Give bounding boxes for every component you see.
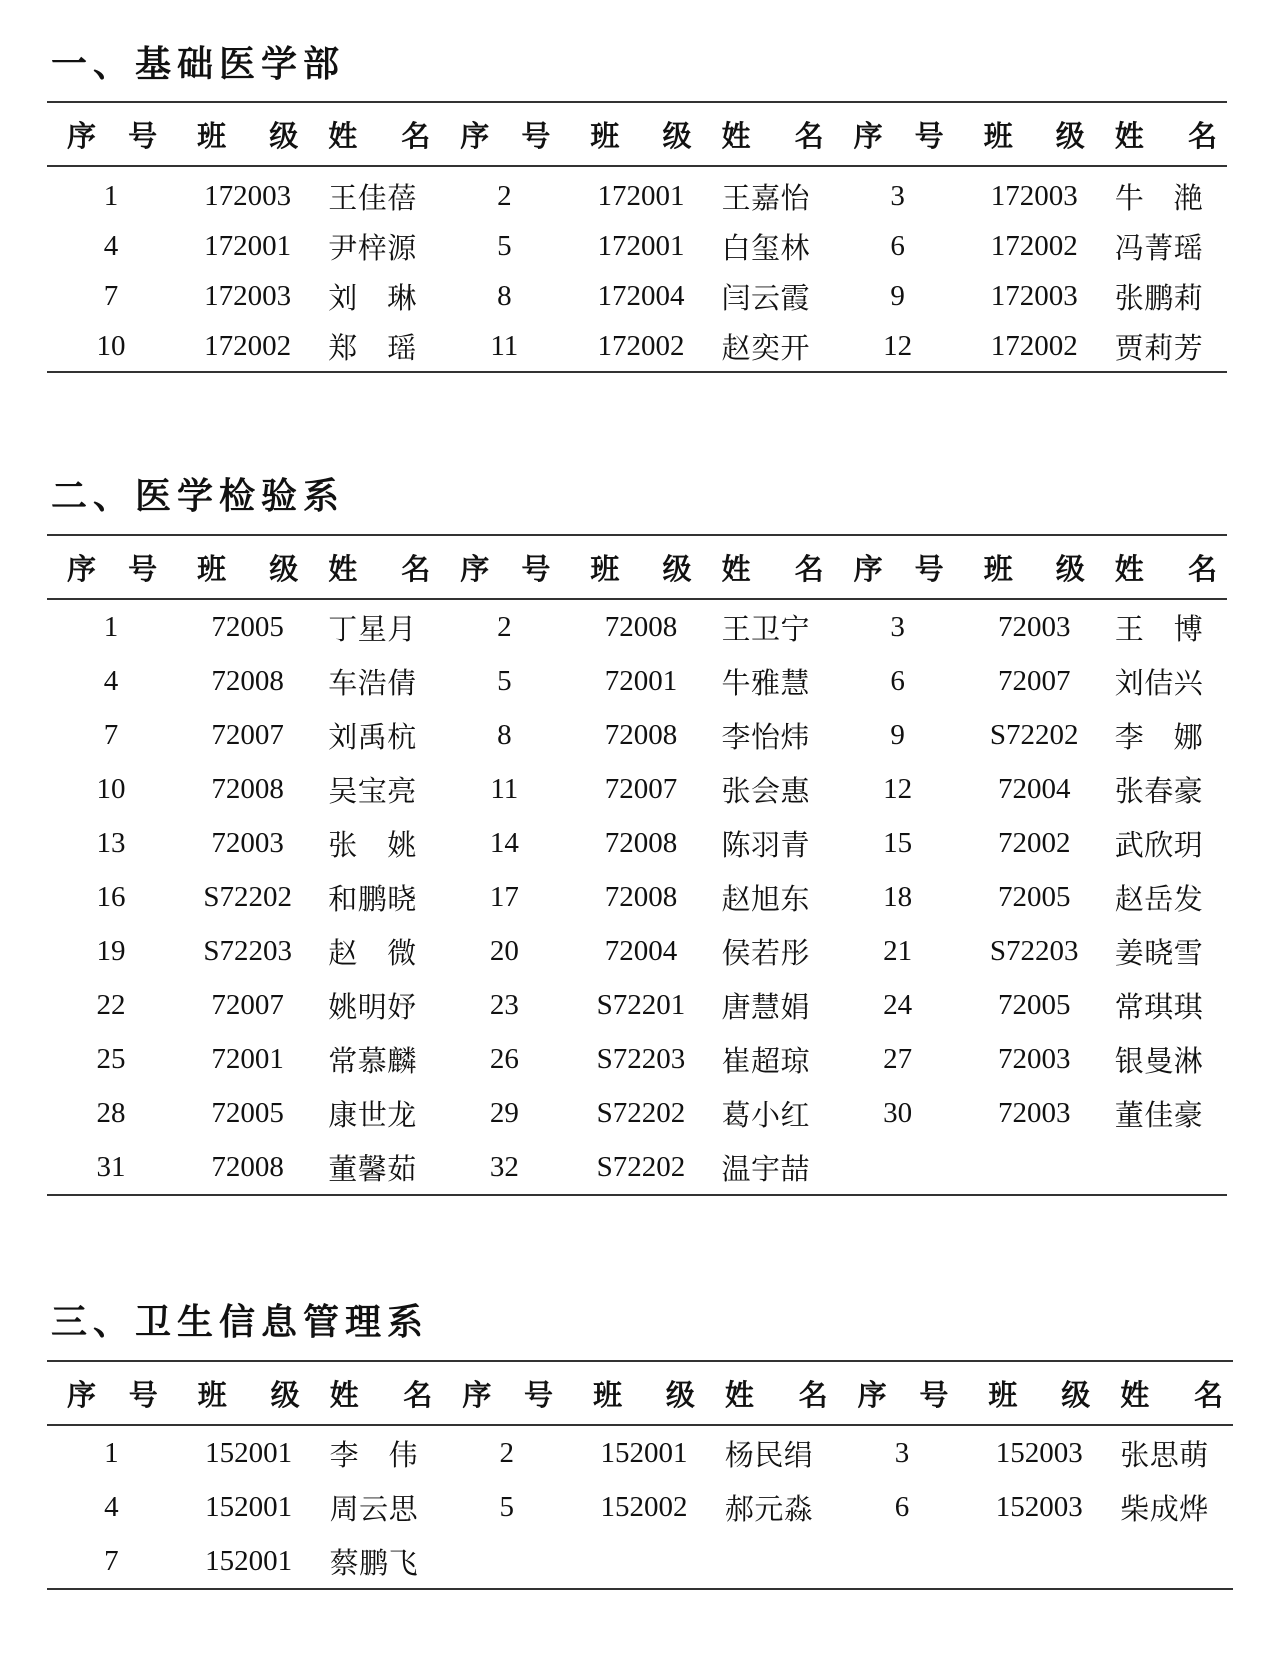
student-name: 赵旭东 xyxy=(721,883,810,916)
column-header xyxy=(1107,102,1227,166)
cell-class-id: 72008 xyxy=(604,826,678,859)
student-name: 武欣玥 xyxy=(1114,829,1203,862)
column-header-label: 姓 名 xyxy=(721,553,824,586)
cell-seq-number: 1 xyxy=(104,1436,119,1469)
cell-student-name xyxy=(714,870,834,924)
cell-student-name xyxy=(1107,221,1227,271)
cell-student-name xyxy=(1107,599,1227,654)
student-name: 董佳豪 xyxy=(1114,1099,1203,1132)
column-header xyxy=(47,1361,176,1425)
cell-student-name xyxy=(717,1480,838,1534)
cell-class-id: 72008 xyxy=(211,664,284,697)
student-name: 贾莉芳 xyxy=(1114,332,1203,365)
cell-seq-number: 17 xyxy=(489,880,519,913)
table-row xyxy=(47,924,1227,978)
table-row xyxy=(47,166,1227,221)
cell-seq-number: 9 xyxy=(890,279,905,312)
student-name: 陈羽青 xyxy=(721,829,810,862)
cell-student-name xyxy=(320,654,440,708)
cell-seq-number: 3 xyxy=(890,610,905,643)
cell-class-id: S72202 xyxy=(203,880,292,913)
cell-class-id: 152003 xyxy=(995,1436,1083,1469)
column-header xyxy=(714,535,834,599)
student-name: 赵 微 xyxy=(328,937,417,970)
cell-seq-number: 13 xyxy=(96,826,126,859)
column-header-label: 序 号 xyxy=(67,553,158,586)
cell-student-name xyxy=(320,924,440,978)
cell-student-name xyxy=(714,221,834,271)
column-header xyxy=(47,535,175,599)
student-name: 银曼淋 xyxy=(1114,1045,1203,1078)
cell-class-id: 152001 xyxy=(205,1544,293,1577)
cell-student-name xyxy=(1107,924,1227,978)
empty-cell xyxy=(834,1140,962,1195)
column-header-label: 姓 名 xyxy=(1120,1379,1223,1412)
cell-student-name xyxy=(717,1425,838,1480)
cell-class-id: 72007 xyxy=(997,664,1071,697)
student-name: 姚明妤 xyxy=(328,991,417,1024)
column-header xyxy=(714,102,834,166)
table-row xyxy=(47,271,1227,321)
cell-student-name xyxy=(1107,762,1227,816)
student-name: 李怡炜 xyxy=(721,721,810,754)
cell-class-id: 72008 xyxy=(604,718,678,751)
column-header xyxy=(962,102,1107,166)
cell-seq-number: 10 xyxy=(96,329,126,362)
empty-cell xyxy=(962,1140,1107,1195)
cell-seq-number: 11 xyxy=(490,329,519,362)
empty-cell xyxy=(571,1534,717,1589)
table-row xyxy=(47,1534,1233,1589)
cell-class-id: 72005 xyxy=(997,988,1071,1021)
table-row xyxy=(47,708,1227,762)
student-name: 姜晓雪 xyxy=(1114,937,1203,970)
header-row xyxy=(47,1361,1233,1425)
column-header-label: 班 级 xyxy=(197,1379,300,1412)
cell-seq-number: 18 xyxy=(883,880,913,913)
cell-student-name xyxy=(1112,1480,1233,1534)
column-header-label: 班 级 xyxy=(983,553,1085,586)
student-name: 王嘉怡 xyxy=(721,182,810,215)
cell-class-id: 72004 xyxy=(604,934,678,967)
cell-student-name xyxy=(714,1032,834,1086)
cell-seq-number: 6 xyxy=(890,664,905,697)
cell-seq-number: 24 xyxy=(883,988,913,1021)
cell-class-id: 72005 xyxy=(211,1096,284,1129)
column-header-label: 班 级 xyxy=(197,553,299,586)
table-row xyxy=(47,1140,1227,1195)
cell-seq-number: 12 xyxy=(883,772,913,805)
cell-student-name xyxy=(714,271,834,321)
cell-student-name xyxy=(1107,654,1227,708)
header-row xyxy=(47,102,1227,166)
column-header-label: 班 级 xyxy=(983,120,1085,153)
cell-student-name xyxy=(714,924,834,978)
column-header xyxy=(320,535,440,599)
cell-seq-number: 8 xyxy=(497,718,512,751)
cell-seq-number: 7 xyxy=(103,718,119,751)
student-name: 郝元淼 xyxy=(724,1493,813,1526)
column-header-label: 序 号 xyxy=(857,1379,949,1412)
cell-class-id: 72008 xyxy=(604,880,678,913)
cell-class-id: 172002 xyxy=(204,329,292,362)
cell-student-name xyxy=(714,816,834,870)
empty-cell xyxy=(442,1534,571,1589)
cell-class-id: S72203 xyxy=(989,934,1079,967)
cell-seq-number: 4 xyxy=(103,229,119,262)
table-row xyxy=(47,221,1227,271)
student-name: 周云思 xyxy=(329,1493,418,1526)
column-header xyxy=(838,1361,967,1425)
student-name: 刘 琳 xyxy=(328,282,417,315)
cell-student-name xyxy=(322,1425,443,1480)
student-name: 张鹏莉 xyxy=(1114,282,1203,315)
section-title: 三、卫生信息管理系 xyxy=(51,1302,430,1342)
column-header xyxy=(962,535,1107,599)
table-row xyxy=(47,1086,1227,1140)
student-name: 常慕麟 xyxy=(328,1045,417,1078)
student-name: 牛 滟 xyxy=(1114,182,1203,215)
cell-student-name xyxy=(714,762,834,816)
cell-student-name xyxy=(714,708,834,762)
cell-seq-number: 15 xyxy=(883,826,913,859)
cell-class-id: 172003 xyxy=(204,279,292,312)
cell-student-name xyxy=(322,1534,443,1589)
student-name: 柴成烨 xyxy=(1120,1493,1209,1526)
cell-seq-number: 16 xyxy=(96,880,126,913)
cell-class-id: S72203 xyxy=(596,1042,686,1075)
table-row xyxy=(47,1480,1233,1534)
empty-cell xyxy=(966,1534,1112,1589)
column-header xyxy=(320,102,440,166)
column-header-label: 班 级 xyxy=(197,120,299,153)
cell-student-name xyxy=(322,1480,443,1534)
column-header xyxy=(175,102,320,166)
cell-seq-number: 2 xyxy=(499,1436,514,1469)
column-header-label: 序 号 xyxy=(853,120,944,153)
student-name: 和鹏晓 xyxy=(328,883,417,916)
cell-student-name xyxy=(1112,1425,1233,1480)
table-row xyxy=(47,599,1227,654)
cell-student-name xyxy=(1107,321,1227,372)
cell-class-id: 72003 xyxy=(211,826,284,859)
student-table xyxy=(47,101,1227,373)
cell-class-id: 152002 xyxy=(600,1490,688,1523)
student-name: 王卫宁 xyxy=(721,613,810,646)
cell-seq-number: 12 xyxy=(883,329,913,362)
cell-class-id: 172003 xyxy=(990,179,1078,212)
empty-cell xyxy=(717,1534,838,1589)
cell-seq-number: 9 xyxy=(890,718,905,751)
cell-class-id: S72203 xyxy=(203,934,292,967)
cell-class-id: 72008 xyxy=(211,1150,284,1183)
cell-student-name xyxy=(714,654,834,708)
cell-seq-number: 8 xyxy=(497,279,512,312)
cell-student-name xyxy=(320,1086,440,1140)
cell-seq-number: 26 xyxy=(489,1042,519,1075)
column-header-label: 姓 名 xyxy=(724,1379,828,1412)
student-name: 李 娜 xyxy=(1114,721,1203,754)
cell-student-name xyxy=(320,870,440,924)
cell-seq-number: 23 xyxy=(489,988,519,1021)
column-header-label: 姓 名 xyxy=(1114,120,1217,153)
cell-class-id: 172002 xyxy=(990,229,1078,262)
student-name: 闫云霞 xyxy=(721,282,810,315)
student-name: 吴宝亮 xyxy=(328,775,417,808)
student-name: 蔡鹏飞 xyxy=(329,1547,418,1580)
cell-class-id: 72003 xyxy=(997,610,1071,643)
cell-student-name xyxy=(1107,1032,1227,1086)
cell-seq-number: 3 xyxy=(890,179,905,212)
cell-student-name xyxy=(714,978,834,1032)
table-row xyxy=(47,654,1227,708)
cell-class-id: 152003 xyxy=(995,1490,1083,1523)
cell-student-name xyxy=(320,271,440,321)
column-header xyxy=(47,102,175,166)
student-name: 牛雅慧 xyxy=(721,667,810,700)
cell-student-name xyxy=(320,762,440,816)
cell-seq-number: 4 xyxy=(104,1490,119,1523)
cell-seq-number: 21 xyxy=(883,934,913,967)
cell-seq-number: 7 xyxy=(103,279,119,312)
empty-cell xyxy=(838,1534,967,1589)
cell-student-name xyxy=(714,599,834,654)
cell-class-id: 72002 xyxy=(997,826,1071,859)
student-name: 温宇喆 xyxy=(721,1153,810,1186)
student-name: 康世龙 xyxy=(328,1099,417,1132)
cell-seq-number: 29 xyxy=(489,1096,519,1129)
column-header-label: 姓 名 xyxy=(329,1379,433,1412)
column-header-label: 班 级 xyxy=(590,553,692,586)
cell-class-id: 172003 xyxy=(990,279,1078,312)
student-name: 车浩倩 xyxy=(328,667,417,700)
empty-cell xyxy=(1112,1534,1233,1589)
header-row xyxy=(47,535,1227,599)
student-name: 董馨茹 xyxy=(328,1153,417,1186)
student-name: 赵奕开 xyxy=(721,332,810,365)
column-header xyxy=(571,1361,717,1425)
cell-seq-number: 5 xyxy=(497,229,512,262)
cell-student-name xyxy=(320,599,440,654)
student-name: 丁星月 xyxy=(328,613,417,646)
cell-seq-number: 32 xyxy=(489,1150,519,1183)
cell-student-name xyxy=(320,978,440,1032)
cell-seq-number: 11 xyxy=(490,772,519,805)
cell-class-id: 172004 xyxy=(597,279,685,312)
cell-student-name xyxy=(1107,1086,1227,1140)
column-header xyxy=(966,1361,1112,1425)
cell-student-name xyxy=(714,321,834,372)
column-header xyxy=(440,535,568,599)
cell-student-name xyxy=(714,1140,834,1195)
table-row xyxy=(47,978,1227,1032)
cell-seq-number: 1 xyxy=(103,179,119,212)
student-name: 尹梓源 xyxy=(328,232,417,265)
student-table xyxy=(47,534,1227,1196)
cell-seq-number: 2 xyxy=(497,610,512,643)
column-header-label: 姓 名 xyxy=(721,120,824,153)
student-name: 王 博 xyxy=(1114,613,1203,646)
cell-class-id: 72003 xyxy=(997,1042,1071,1075)
cell-seq-number: 5 xyxy=(499,1490,514,1523)
cell-seq-number: 4 xyxy=(103,664,119,697)
column-header xyxy=(1107,535,1227,599)
cell-seq-number: 5 xyxy=(497,664,512,697)
column-header xyxy=(175,535,320,599)
column-header xyxy=(442,1361,571,1425)
column-header-label: 序 号 xyxy=(460,553,551,586)
cell-seq-number: 1 xyxy=(103,610,119,643)
column-header-label: 序 号 xyxy=(853,553,944,586)
student-name: 张 姚 xyxy=(328,829,417,862)
student-name: 张会惠 xyxy=(721,775,810,808)
student-name: 崔超琼 xyxy=(721,1045,810,1078)
cell-class-id: 72008 xyxy=(211,772,284,805)
cell-class-id: 72005 xyxy=(211,610,284,643)
column-header-label: 姓 名 xyxy=(328,120,431,153)
cell-class-id: 172002 xyxy=(990,329,1078,362)
cell-class-id: 152001 xyxy=(600,1436,688,1469)
table-row xyxy=(47,762,1227,816)
cell-student-name xyxy=(320,221,440,271)
student-name: 冯菁瑶 xyxy=(1114,232,1203,265)
section-title: 二、医学检验系 xyxy=(51,476,346,516)
column-header-label: 姓 名 xyxy=(1114,553,1217,586)
column-header-label: 班 级 xyxy=(988,1379,1091,1412)
cell-class-id: 72001 xyxy=(211,1042,284,1075)
cell-student-name xyxy=(320,1032,440,1086)
column-header-label: 班 级 xyxy=(590,120,692,153)
student-name: 王佳蓓 xyxy=(328,182,417,215)
cell-class-id: S72201 xyxy=(596,988,686,1021)
cell-seq-number: 22 xyxy=(96,988,126,1021)
table-row xyxy=(47,321,1227,372)
cell-class-id: 152001 xyxy=(205,1436,293,1469)
student-name: 常琪琪 xyxy=(1114,991,1203,1024)
cell-class-id: 172001 xyxy=(597,179,685,212)
cell-student-name xyxy=(320,816,440,870)
cell-class-id: 72007 xyxy=(211,718,284,751)
cell-seq-number: 31 xyxy=(96,1150,126,1183)
cell-class-id: S72202 xyxy=(989,718,1079,751)
cell-seq-number: 2 xyxy=(497,179,512,212)
student-name: 张春豪 xyxy=(1114,775,1203,808)
cell-seq-number: 20 xyxy=(489,934,519,967)
student-table xyxy=(47,1360,1233,1590)
column-header xyxy=(176,1361,322,1425)
column-header xyxy=(322,1361,443,1425)
cell-class-id: 72008 xyxy=(604,610,678,643)
cell-class-id: 72007 xyxy=(604,772,678,805)
cell-student-name xyxy=(320,708,440,762)
cell-class-id: 152001 xyxy=(205,1490,293,1523)
column-header xyxy=(834,535,962,599)
table-row xyxy=(47,1032,1227,1086)
column-header xyxy=(440,102,568,166)
student-name: 白玺林 xyxy=(721,232,810,265)
cell-student-name xyxy=(1107,978,1227,1032)
student-name: 葛小红 xyxy=(721,1099,810,1132)
empty-cell xyxy=(1107,1140,1227,1195)
table-row xyxy=(47,816,1227,870)
column-header-label: 班 级 xyxy=(593,1379,695,1412)
table-row xyxy=(47,1425,1233,1480)
cell-student-name xyxy=(714,166,834,221)
cell-student-name xyxy=(1107,271,1227,321)
cell-seq-number: 27 xyxy=(883,1042,913,1075)
cell-class-id: 172002 xyxy=(597,329,685,362)
cell-student-name xyxy=(320,1140,440,1195)
cell-class-id: 172001 xyxy=(597,229,685,262)
cell-student-name xyxy=(320,321,440,372)
cell-class-id: 72004 xyxy=(997,772,1071,805)
column-header-label: 序 号 xyxy=(67,1379,158,1412)
cell-seq-number: 7 xyxy=(104,1544,119,1577)
column-header-label: 姓 名 xyxy=(328,553,431,586)
column-header-label: 序 号 xyxy=(67,120,158,153)
student-name: 张思萌 xyxy=(1120,1439,1209,1472)
cell-seq-number: 30 xyxy=(883,1096,913,1129)
student-name: 刘佶兴 xyxy=(1114,667,1203,700)
column-header-label: 序 号 xyxy=(460,120,551,153)
student-name: 侯若彤 xyxy=(721,937,810,970)
cell-class-id: 72005 xyxy=(997,880,1071,913)
student-name: 刘禹杭 xyxy=(328,721,417,754)
cell-seq-number: 6 xyxy=(890,229,905,262)
cell-seq-number: 28 xyxy=(96,1096,126,1129)
column-header xyxy=(1112,1361,1233,1425)
column-header xyxy=(834,102,962,166)
cell-class-id: S72202 xyxy=(596,1150,686,1183)
student-name: 赵岳发 xyxy=(1114,883,1203,916)
cell-seq-number: 14 xyxy=(489,826,519,859)
cell-seq-number: 25 xyxy=(96,1042,126,1075)
cell-seq-number: 6 xyxy=(894,1490,910,1523)
cell-student-name xyxy=(714,1086,834,1140)
cell-class-id: 172003 xyxy=(204,179,292,212)
column-header-label: 序 号 xyxy=(462,1379,554,1412)
cell-class-id: 72001 xyxy=(604,664,678,697)
table-row xyxy=(47,870,1227,924)
cell-class-id: S72202 xyxy=(596,1096,686,1129)
section-title: 一、基础医学部 xyxy=(51,44,346,84)
column-header xyxy=(717,1361,838,1425)
column-header xyxy=(568,535,713,599)
cell-student-name xyxy=(1107,816,1227,870)
cell-student-name xyxy=(1107,870,1227,924)
cell-seq-number: 3 xyxy=(894,1436,910,1469)
cell-student-name xyxy=(1107,166,1227,221)
cell-class-id: 72003 xyxy=(997,1096,1071,1129)
cell-class-id: 172001 xyxy=(204,229,292,262)
student-name: 李 伟 xyxy=(329,1439,418,1472)
student-name: 杨民绢 xyxy=(724,1439,813,1472)
column-header xyxy=(568,102,713,166)
student-name: 郑 瑶 xyxy=(328,332,417,365)
cell-seq-number: 10 xyxy=(96,772,126,805)
cell-seq-number: 19 xyxy=(96,934,126,967)
cell-class-id: 72007 xyxy=(211,988,284,1021)
student-name: 唐慧娟 xyxy=(721,991,810,1024)
cell-student-name xyxy=(320,166,440,221)
cell-student-name xyxy=(1107,708,1227,762)
